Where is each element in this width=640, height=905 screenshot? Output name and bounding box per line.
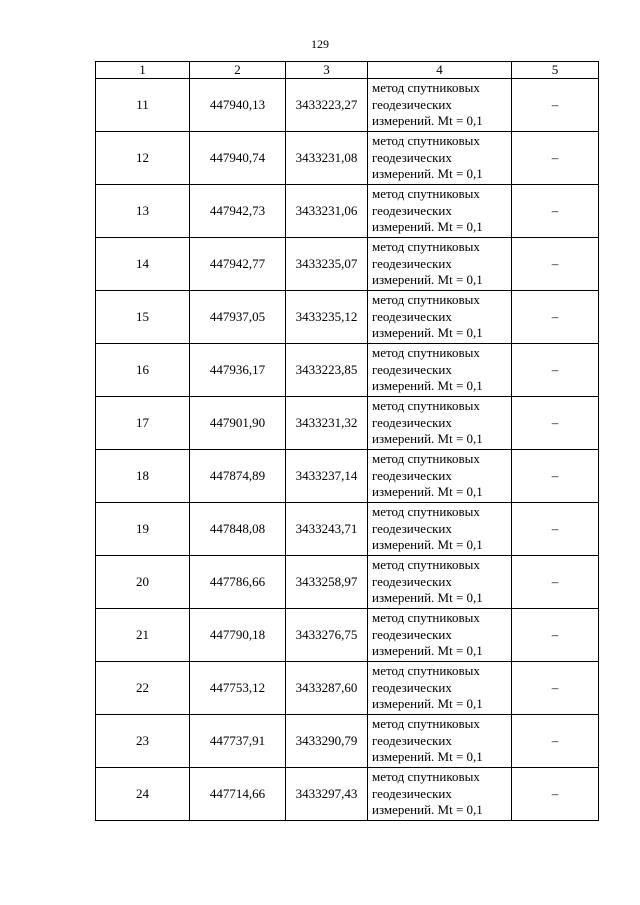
y-coordinate-cell: 3433231,08	[286, 132, 368, 185]
y-coordinate-cell: 3433243,71	[286, 503, 368, 556]
table-row	[96, 238, 599, 291]
coordinates-table	[95, 61, 599, 821]
table-row	[96, 556, 599, 609]
page-number: 129	[311, 37, 329, 51]
method-line: метод спутниковых	[372, 663, 480, 679]
method-line: геодезических	[372, 626, 452, 642]
method-line: геодезических	[372, 255, 452, 271]
table-header-row	[96, 62, 599, 79]
column-5-cell: –	[512, 185, 599, 238]
method-cell	[368, 715, 512, 768]
column-header-4: 4	[368, 62, 512, 79]
method-cell	[368, 450, 512, 503]
column-5-cell: –	[512, 450, 599, 503]
method-cell	[368, 768, 512, 821]
table-row	[96, 715, 599, 768]
method-line: измерений. Mt = 0,1	[372, 166, 483, 182]
point-number-cell: 14	[96, 238, 190, 291]
table-body	[96, 79, 599, 821]
method-line: метод спутниковых	[372, 610, 480, 626]
y-coordinate-cell: 3433287,60	[286, 662, 368, 715]
method-line: геодезических	[372, 520, 452, 536]
method-cell	[368, 609, 512, 662]
method-line: измерений. Mt = 0,1	[372, 272, 483, 288]
x-coordinate-cell: 447901,90	[190, 397, 286, 450]
y-coordinate-cell: 3433290,79	[286, 715, 368, 768]
method-line: измерений. Mt = 0,1	[372, 749, 483, 765]
point-number-cell: 15	[96, 291, 190, 344]
method-line: геодезических	[372, 785, 452, 801]
table-row	[96, 132, 599, 185]
column-header-2: 2	[190, 62, 286, 79]
y-coordinate-cell: 3433276,75	[286, 609, 368, 662]
method-line: геодезических	[372, 202, 452, 218]
method-cell	[368, 503, 512, 556]
method-line: метод спутниковых	[372, 398, 480, 414]
point-number-cell: 19	[96, 503, 190, 556]
x-coordinate-cell: 447737,91	[190, 715, 286, 768]
y-coordinate-cell: 3433258,97	[286, 556, 368, 609]
method-line: метод спутниковых	[372, 133, 480, 149]
column-5-cell: –	[512, 397, 599, 450]
table-row	[96, 344, 599, 397]
method-line: измерений. Mt = 0,1	[372, 802, 483, 818]
method-line: измерений. Mt = 0,1	[372, 590, 483, 606]
x-coordinate-cell: 447714,66	[190, 768, 286, 821]
point-number-cell: 22	[96, 662, 190, 715]
point-number-cell: 21	[96, 609, 190, 662]
column-header-5: 5	[512, 62, 599, 79]
x-coordinate-cell: 447874,89	[190, 450, 286, 503]
x-coordinate-cell: 447936,17	[190, 344, 286, 397]
method-line: измерений. Mt = 0,1	[372, 113, 483, 129]
x-coordinate-cell: 447786,66	[190, 556, 286, 609]
method-line: метод спутниковых	[372, 186, 480, 202]
x-coordinate-cell: 447848,08	[190, 503, 286, 556]
point-number-cell: 16	[96, 344, 190, 397]
method-line: метод спутниковых	[372, 292, 480, 308]
point-number-cell: 13	[96, 185, 190, 238]
method-line: метод спутниковых	[372, 716, 480, 732]
point-number-cell: 17	[96, 397, 190, 450]
method-line: метод спутниковых	[372, 769, 480, 785]
method-line: измерений. Mt = 0,1	[372, 643, 483, 659]
column-header-1: 1	[96, 62, 190, 79]
column-5-cell: –	[512, 609, 599, 662]
method-line: геодезических	[372, 149, 452, 165]
table-row	[96, 397, 599, 450]
point-number-cell: 12	[96, 132, 190, 185]
method-line: геодезических	[372, 414, 452, 430]
y-coordinate-cell: 3433223,85	[286, 344, 368, 397]
x-coordinate-cell: 447940,13	[190, 79, 286, 132]
x-coordinate-cell: 447942,73	[190, 185, 286, 238]
method-cell	[368, 291, 512, 344]
method-line: метод спутниковых	[372, 504, 480, 520]
method-line: метод спутниковых	[372, 345, 480, 361]
column-5-cell: –	[512, 503, 599, 556]
y-coordinate-cell: 3433231,32	[286, 397, 368, 450]
table-row	[96, 185, 599, 238]
column-5-cell: –	[512, 79, 599, 132]
column-5-cell: –	[512, 344, 599, 397]
point-number-cell: 18	[96, 450, 190, 503]
method-cell	[368, 185, 512, 238]
method-line: геодезических	[372, 467, 452, 483]
y-coordinate-cell: 3433235,12	[286, 291, 368, 344]
y-coordinate-cell: 3433237,14	[286, 450, 368, 503]
method-cell	[368, 79, 512, 132]
method-line: измерений. Mt = 0,1	[372, 484, 483, 500]
y-coordinate-cell: 3433297,43	[286, 768, 368, 821]
column-5-cell: –	[512, 132, 599, 185]
table-row	[96, 768, 599, 821]
x-coordinate-cell: 447942,77	[190, 238, 286, 291]
method-cell	[368, 556, 512, 609]
method-line: геодезических	[372, 573, 452, 589]
method-line: геодезических	[372, 308, 452, 324]
table-row	[96, 79, 599, 132]
method-line: измерений. Mt = 0,1	[372, 219, 483, 235]
x-coordinate-cell: 447940,74	[190, 132, 286, 185]
x-coordinate-cell: 447937,05	[190, 291, 286, 344]
method-line: измерений. Mt = 0,1	[372, 696, 483, 712]
column-5-cell: –	[512, 715, 599, 768]
method-cell	[368, 344, 512, 397]
method-line: геодезических	[372, 361, 452, 377]
column-5-cell: –	[512, 768, 599, 821]
method-cell	[368, 662, 512, 715]
method-line: метод спутниковых	[372, 80, 480, 96]
table-row	[96, 291, 599, 344]
method-line: измерений. Mt = 0,1	[372, 378, 483, 394]
method-line: измерений. Mt = 0,1	[372, 537, 483, 553]
column-header-3: 3	[286, 62, 368, 79]
table-row	[96, 609, 599, 662]
method-line: геодезических	[372, 679, 452, 695]
column-5-cell: –	[512, 238, 599, 291]
method-cell	[368, 238, 512, 291]
y-coordinate-cell: 3433223,27	[286, 79, 368, 132]
x-coordinate-cell: 447753,12	[190, 662, 286, 715]
method-line: метод спутниковых	[372, 239, 480, 255]
column-5-cell: –	[512, 556, 599, 609]
method-cell	[368, 132, 512, 185]
y-coordinate-cell: 3433231,06	[286, 185, 368, 238]
point-number-cell: 23	[96, 715, 190, 768]
method-line: измерений. Mt = 0,1	[372, 325, 483, 341]
point-number-cell: 11	[96, 79, 190, 132]
method-cell	[368, 397, 512, 450]
table-row	[96, 503, 599, 556]
method-line: измерений. Mt = 0,1	[372, 431, 483, 447]
x-coordinate-cell: 447790,18	[190, 609, 286, 662]
method-line: геодезических	[372, 732, 452, 748]
y-coordinate-cell: 3433235,07	[286, 238, 368, 291]
table-row	[96, 662, 599, 715]
column-5-cell: –	[512, 291, 599, 344]
table-row	[96, 450, 599, 503]
method-line: метод спутниковых	[372, 451, 480, 467]
method-line: метод спутниковых	[372, 557, 480, 573]
point-number-cell: 24	[96, 768, 190, 821]
point-number-cell: 20	[96, 556, 190, 609]
method-line: геодезических	[372, 96, 452, 112]
column-5-cell: –	[512, 662, 599, 715]
